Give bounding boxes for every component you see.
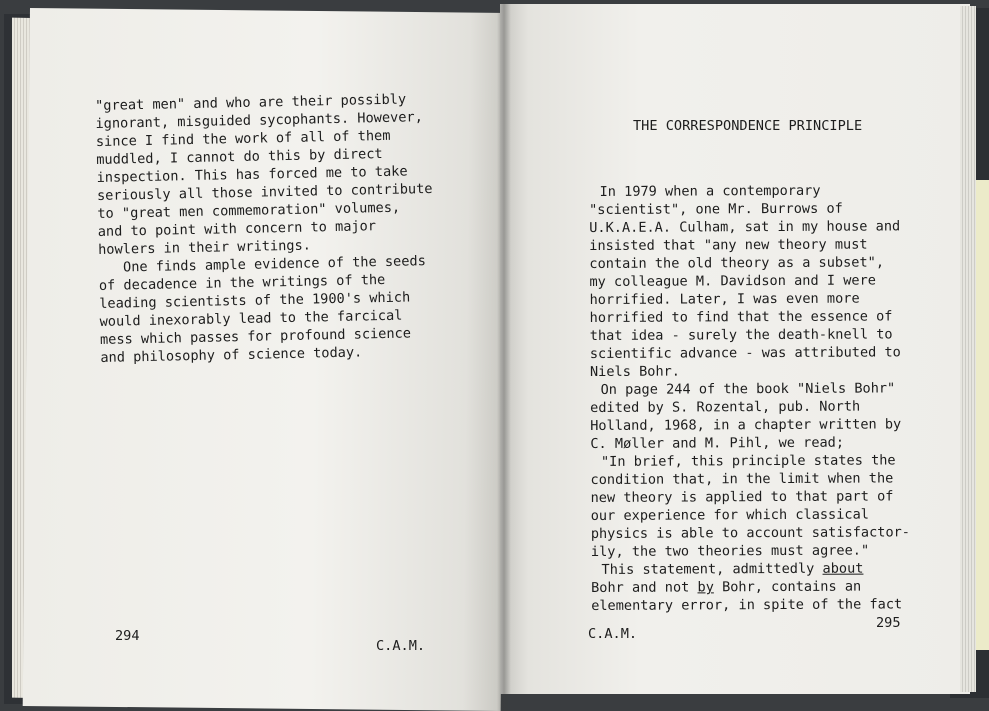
text-line: "great men" and who are their possibly (94, 91, 407, 114)
text-span: This statement, admittedly (576, 560, 823, 579)
text-line: horrified. Later, I was even more (589, 290, 860, 308)
text-line: that idea - surely the death-knell to (589, 326, 893, 344)
text-line: our experience for which classical (590, 506, 870, 524)
text-line: horrified to find that the essence of (589, 308, 893, 326)
text-line (576, 560, 864, 579)
text-line: "scientist", one Mr. Burrows of (589, 200, 843, 218)
text-line: Holland, 1968, in a chapter written by (590, 416, 902, 434)
text-line: and philosophy of science today. (100, 344, 363, 366)
text-line: would inexorably lead to the farcical (99, 307, 403, 330)
right-page-footer: C.A.M. (588, 626, 638, 642)
left-page-footer: C.A.M. (376, 638, 426, 654)
text-span: Bohr, contains an (713, 578, 862, 596)
text-line: U.K.A.E.A. Culham, sat in my house and (589, 218, 901, 236)
text-line: edited by S. Rozental, pub. North (590, 398, 861, 416)
text-line: ignorant, misguided sycophants. However, (95, 109, 423, 132)
text-line: howlers in their writings. (97, 237, 312, 258)
text-line: condition that, in the limit when the (590, 470, 894, 488)
text-line: insisted that "any new theory must (589, 236, 868, 254)
text-line: mess which passes for profound science (99, 325, 412, 348)
left-page-number: 294 (115, 628, 140, 644)
text-line: scientific advance - was attributed to (589, 344, 901, 362)
page-edges-right (960, 6, 976, 692)
text-line: In 1979 when a contemporary (574, 182, 821, 201)
text-line: inspection. This has forced me to take (96, 163, 408, 186)
text-line: "In brief, this principle states the (576, 452, 896, 471)
underlined-word: by (697, 579, 714, 596)
text-line: muddled, I cannot do this by direct (96, 145, 383, 168)
text-line: new theory is applied to that part of (590, 488, 894, 506)
right-page-number: 295 (876, 615, 901, 631)
text-line: Niels Bohr. (589, 363, 681, 380)
text-line: my colleague M. Davidson and I were (589, 272, 876, 290)
text-line: One finds ample evidence of the seeds (98, 253, 426, 276)
text-line: C. Møller and M. Pihl, we read; (590, 434, 845, 452)
book-gutter (497, 0, 511, 711)
text-line: On page 244 of the book "Niels Bohr" (576, 380, 896, 399)
text-line: to "great men commemoration" volumes, (97, 199, 401, 222)
underlined-word: about (822, 560, 864, 577)
text-line: and to point with concern to major (97, 218, 377, 240)
text-line: elementary error, in spite of the fact (591, 596, 903, 614)
text-line: physics is able to account satisfactor- (590, 524, 911, 542)
text-span: Bohr and not (591, 579, 698, 596)
text-line: leading scientists of the 1900's which (99, 289, 411, 312)
text-line: seriously all those invited to contribute (96, 180, 433, 204)
text-line: since I find the work of all of them (95, 127, 391, 150)
text-line: contain the old theory as a subset", (589, 254, 885, 272)
chapter-heading: THE CORRESPONDENCE PRINCIPLE (633, 118, 863, 134)
text-line (591, 578, 862, 596)
text-line: ily, the two theories must agree." (590, 542, 870, 560)
text-line: of decadence in the writings of the (98, 271, 386, 294)
